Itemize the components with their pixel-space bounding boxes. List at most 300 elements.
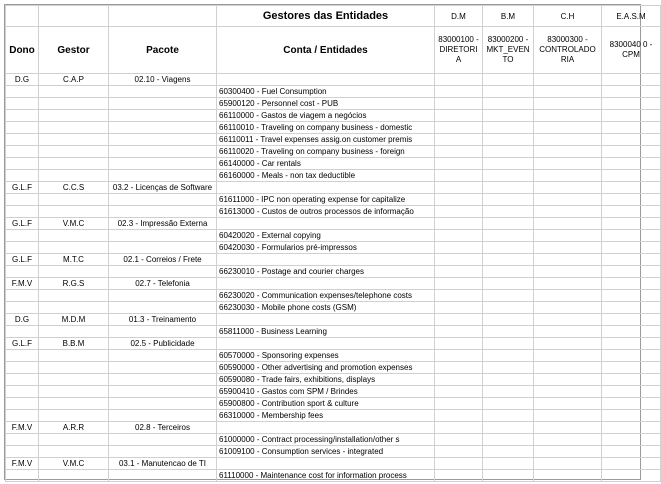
cell-gestor[interactable]: V.M.C — [39, 218, 109, 230]
cell-ch[interactable] — [534, 122, 602, 134]
cell-conta[interactable]: 65900800 - Contribution sport & culture — [217, 398, 435, 410]
cell-easm[interactable] — [602, 362, 661, 374]
cell-dm[interactable] — [435, 122, 483, 134]
cell-bm[interactable] — [483, 254, 534, 266]
cell-easm[interactable] — [602, 170, 661, 182]
cell-conta[interactable] — [217, 458, 435, 470]
cell-dono[interactable] — [6, 170, 39, 182]
cell-gestor[interactable]: M.D.M — [39, 314, 109, 326]
cell-easm[interactable] — [602, 290, 661, 302]
cell-dm[interactable] — [435, 290, 483, 302]
cell-dm[interactable] — [435, 182, 483, 194]
cell-dm[interactable] — [435, 134, 483, 146]
cell-gestor[interactable]: R.G.S — [39, 278, 109, 290]
cell-gestor[interactable] — [39, 194, 109, 206]
cell-gestor[interactable] — [39, 86, 109, 98]
cell-gestor[interactable] — [39, 470, 109, 482]
cell-pacote[interactable] — [109, 122, 217, 134]
cell-gestor[interactable] — [39, 410, 109, 422]
cell-gestor[interactable] — [39, 326, 109, 338]
cell-dono[interactable] — [6, 230, 39, 242]
cell-dm[interactable] — [435, 302, 483, 314]
cell-gestor[interactable] — [39, 110, 109, 122]
cell-conta[interactable] — [217, 278, 435, 290]
cell-pacote[interactable] — [109, 242, 217, 254]
cell-pacote[interactable] — [109, 386, 217, 398]
col-header-dm[interactable]: D.M — [435, 6, 483, 27]
cell-easm[interactable] — [602, 458, 661, 470]
cell-dm[interactable] — [435, 74, 483, 86]
cell-easm[interactable] — [602, 374, 661, 386]
cell-ch[interactable] — [534, 134, 602, 146]
table-row — [6, 302, 661, 314]
cell-easm[interactable] — [602, 398, 661, 410]
col-header-gestor[interactable]: Gestor — [39, 27, 109, 74]
cell-dono[interactable] — [6, 410, 39, 422]
cell-pacote[interactable] — [109, 350, 217, 362]
cell-gestor[interactable] — [39, 446, 109, 458]
cell-bm[interactable] — [483, 302, 534, 314]
cell-bm[interactable] — [483, 158, 534, 170]
cell-easm[interactable] — [602, 242, 661, 254]
cell-gestor[interactable] — [39, 374, 109, 386]
cell-easm[interactable] — [602, 326, 661, 338]
cell-dm[interactable] — [435, 146, 483, 158]
cell-pacote[interactable] — [109, 398, 217, 410]
cell-easm[interactable] — [602, 470, 661, 482]
cell-bm[interactable] — [483, 398, 534, 410]
col-header-ch[interactable]: C.H — [534, 6, 602, 27]
cell-dm[interactable] — [435, 314, 483, 326]
cell-bm[interactable] — [483, 458, 534, 470]
cell-ch[interactable] — [534, 374, 602, 386]
cell-gestor[interactable]: C.C.S — [39, 182, 109, 194]
cell-bm[interactable] — [483, 290, 534, 302]
cell-ch[interactable] — [534, 98, 602, 110]
cell-easm[interactable] — [602, 194, 661, 206]
cell-easm[interactable] — [602, 434, 661, 446]
cell-bm[interactable] — [483, 242, 534, 254]
cell-conta[interactable]: 65900410 - Gastos com SPM / Brindes — [217, 386, 435, 398]
cell-conta[interactable]: 66230010 - Postage and courier charges — [217, 266, 435, 278]
cell-dm[interactable] — [435, 362, 483, 374]
cell-gestor[interactable] — [39, 158, 109, 170]
table-row — [6, 98, 661, 110]
cell-gestor[interactable] — [39, 386, 109, 398]
cell-bm[interactable] — [483, 278, 534, 290]
cell-ch[interactable] — [534, 458, 602, 470]
cell-bm[interactable] — [483, 326, 534, 338]
cell-ch[interactable] — [534, 278, 602, 290]
cell-dono[interactable]: D.G — [6, 314, 39, 326]
cell-gestor[interactable] — [39, 170, 109, 182]
cell-conta[interactable]: 66160000 - Meals - non tax deductible — [217, 170, 435, 182]
cell-easm[interactable] — [602, 266, 661, 278]
cell-dm[interactable] — [435, 218, 483, 230]
cell-easm[interactable] — [602, 386, 661, 398]
cell-ch[interactable] — [534, 290, 602, 302]
col-header-pacote[interactable]: Pacote — [109, 27, 217, 74]
cell-dono[interactable] — [6, 302, 39, 314]
cell-dono[interactable] — [6, 122, 39, 134]
cell-gestor[interactable] — [39, 350, 109, 362]
cell-pacote[interactable] — [109, 302, 217, 314]
col-header-code-controladoria[interactable]: 83000300 - CONTROLADO RIA — [534, 27, 602, 74]
cell-conta[interactable]: 66310000 - Membership fees — [217, 410, 435, 422]
cell-dm[interactable] — [435, 206, 483, 218]
cell-conta[interactable] — [217, 182, 435, 194]
cell-easm[interactable] — [602, 218, 661, 230]
cell-ch[interactable] — [534, 86, 602, 98]
cell-bm[interactable] — [483, 422, 534, 434]
cell-ch[interactable] — [534, 470, 602, 482]
cell-conta[interactable]: 66110000 - Gastos de viagem a negócios — [217, 110, 435, 122]
cell-conta[interactable]: 66110011 - Travel expenses assig.on customer premis — [217, 134, 435, 146]
table-row — [6, 278, 661, 290]
cell-ch[interactable] — [534, 110, 602, 122]
cell-dono[interactable]: G.L.F — [6, 182, 39, 194]
cell-gestor[interactable]: M.T.C — [39, 254, 109, 266]
table-row — [6, 182, 661, 194]
cell-pacote[interactable] — [109, 146, 217, 158]
cell-bm[interactable] — [483, 470, 534, 482]
cell-conta[interactable] — [217, 422, 435, 434]
cell-dono[interactable] — [6, 146, 39, 158]
cell-conta[interactable]: 60570000 - Sponsoring expenses — [217, 350, 435, 362]
cell-gestor[interactable]: A.R.R — [39, 422, 109, 434]
cell-dm[interactable] — [435, 446, 483, 458]
cell-dono[interactable] — [6, 194, 39, 206]
cell-conta[interactable]: 60590000 - Other advertising and promotion expenses — [217, 362, 435, 374]
cell-dm[interactable] — [435, 158, 483, 170]
cell-bm[interactable] — [483, 86, 534, 98]
cell-conta[interactable]: 61110000 - Maintenance cost for information process — [217, 470, 435, 482]
cell-dono[interactable]: G.L.F — [6, 338, 39, 350]
cell-ch[interactable] — [534, 434, 602, 446]
cell-ch[interactable] — [534, 158, 602, 170]
cell-conta[interactable]: 61000000 - Contract processing/installation/other s — [217, 434, 435, 446]
cell-ch[interactable] — [534, 446, 602, 458]
col-header-code-diretoria[interactable]: 83000100 - DIRETORI A — [435, 27, 483, 74]
cell-dm[interactable] — [435, 98, 483, 110]
cell-dm[interactable] — [435, 434, 483, 446]
cell-bm[interactable] — [483, 266, 534, 278]
cell-conta[interactable]: 66110010 - Traveling on company business - domestic — [217, 122, 435, 134]
cell-ch[interactable] — [534, 266, 602, 278]
cell-gestor[interactable]: V.M.C — [39, 458, 109, 470]
cell-easm[interactable] — [602, 422, 661, 434]
cell-ch[interactable] — [534, 254, 602, 266]
cell-easm[interactable] — [602, 314, 661, 326]
cell-ch[interactable] — [534, 218, 602, 230]
cell-dono[interactable] — [6, 134, 39, 146]
cell-dono[interactable] — [6, 242, 39, 254]
cell-bm[interactable] — [483, 98, 534, 110]
cell-conta[interactable]: 60590080 - Trade fairs, exhibitions, displays — [217, 374, 435, 386]
cell-bm[interactable] — [483, 110, 534, 122]
cell-dm[interactable] — [435, 170, 483, 182]
cell-bm[interactable] — [483, 386, 534, 398]
cell-easm[interactable] — [602, 410, 661, 422]
cell-conta[interactable] — [217, 74, 435, 86]
cell-easm[interactable] — [602, 122, 661, 134]
cell-dono[interactable] — [6, 290, 39, 302]
cell-conta[interactable]: 65900120 - Personnel cost - PUB — [217, 98, 435, 110]
cell-dono[interactable] — [6, 86, 39, 98]
col-header-code-mkt-evento[interactable]: 83000200 - MKT_EVEN TO — [483, 27, 534, 74]
cell-dono[interactable] — [6, 110, 39, 122]
table-row — [6, 446, 661, 458]
cell-dm[interactable] — [435, 254, 483, 266]
cell-bm[interactable] — [483, 314, 534, 326]
col-header-easm[interactable]: E.A.S.M — [602, 6, 661, 27]
table-row — [6, 326, 661, 338]
cell-easm[interactable] — [602, 86, 661, 98]
cell-gestor[interactable] — [39, 302, 109, 314]
cell-dm[interactable] — [435, 86, 483, 98]
cell-easm[interactable] — [602, 206, 661, 218]
cell-dm[interactable] — [435, 458, 483, 470]
cell-bm[interactable] — [483, 122, 534, 134]
cell-bm[interactable] — [483, 218, 534, 230]
cell-bm[interactable] — [483, 74, 534, 86]
cell-pacote[interactable] — [109, 266, 217, 278]
cell-dono[interactable] — [6, 446, 39, 458]
cell-bm[interactable] — [483, 182, 534, 194]
cell-bm[interactable] — [483, 446, 534, 458]
cell-conta[interactable] — [217, 254, 435, 266]
cell-pacote[interactable]: 02.8 - Terceiros — [109, 422, 217, 434]
cell-dm[interactable] — [435, 194, 483, 206]
cell-ch[interactable] — [534, 338, 602, 350]
cell-bm[interactable] — [483, 206, 534, 218]
header-cell[interactable] — [6, 6, 39, 27]
col-header-dono[interactable]: Dono — [6, 27, 39, 74]
cell-gestor[interactable] — [39, 146, 109, 158]
cell-dono[interactable]: D.G — [6, 74, 39, 86]
cell-ch[interactable] — [534, 326, 602, 338]
cell-pacote[interactable]: 03.2 - Licenças de Software — [109, 182, 217, 194]
cell-easm[interactable] — [602, 158, 661, 170]
cell-dm[interactable] — [435, 410, 483, 422]
cell-gestor[interactable] — [39, 122, 109, 134]
cell-gestor[interactable] — [39, 290, 109, 302]
cell-conta[interactable]: 65811000 - Business Learning — [217, 326, 435, 338]
cell-pacote[interactable]: 03.1 - Manutencao de TI — [109, 458, 217, 470]
table-row — [6, 194, 661, 206]
cell-easm[interactable] — [602, 134, 661, 146]
cell-dm[interactable] — [435, 278, 483, 290]
cell-bm[interactable] — [483, 434, 534, 446]
cell-dono[interactable]: G.L.F — [6, 254, 39, 266]
cell-easm[interactable] — [602, 110, 661, 122]
cell-easm[interactable] — [602, 446, 661, 458]
cell-dono[interactable] — [6, 158, 39, 170]
cell-dm[interactable] — [435, 398, 483, 410]
cell-dm[interactable] — [435, 422, 483, 434]
cell-pacote[interactable] — [109, 446, 217, 458]
cell-conta[interactable] — [217, 218, 435, 230]
cell-dm[interactable] — [435, 374, 483, 386]
col-header-code-cpm[interactable]: 8300040 0 - CPM — [602, 27, 661, 74]
cell-dm[interactable] — [435, 266, 483, 278]
cell-gestor[interactable] — [39, 134, 109, 146]
cell-ch[interactable] — [534, 386, 602, 398]
cell-dono[interactable] — [6, 206, 39, 218]
cell-dono[interactable] — [6, 374, 39, 386]
cell-dm[interactable] — [435, 470, 483, 482]
cell-ch[interactable] — [534, 398, 602, 410]
cell-dono[interactable]: F.M.V — [6, 278, 39, 290]
cell-conta[interactable]: 66230030 - Mobile phone costs (GSM) — [217, 302, 435, 314]
cell-dono[interactable] — [6, 434, 39, 446]
cell-pacote[interactable] — [109, 434, 217, 446]
cell-gestor[interactable] — [39, 266, 109, 278]
cell-ch[interactable] — [534, 410, 602, 422]
header-cell[interactable] — [39, 6, 109, 27]
cell-dono[interactable]: F.M.V — [6, 422, 39, 434]
cell-ch[interactable] — [534, 350, 602, 362]
cell-pacote[interactable]: 02.10 - Viagens — [109, 74, 217, 86]
cell-easm[interactable] — [602, 146, 661, 158]
cell-pacote[interactable] — [109, 170, 217, 182]
cell-gestor[interactable] — [39, 362, 109, 374]
cell-pacote[interactable] — [109, 158, 217, 170]
cell-ch[interactable] — [534, 242, 602, 254]
cell-easm[interactable] — [602, 230, 661, 242]
cell-easm[interactable] — [602, 350, 661, 362]
cell-easm[interactable] — [602, 74, 661, 86]
table-row — [6, 122, 661, 134]
cell-dono[interactable] — [6, 398, 39, 410]
cell-ch[interactable] — [534, 302, 602, 314]
header-cell[interactable] — [109, 6, 217, 27]
table-title[interactable]: Gestores das Entidades — [217, 6, 435, 27]
cell-gestor[interactable] — [39, 230, 109, 242]
cell-easm[interactable] — [602, 98, 661, 110]
cell-bm[interactable] — [483, 134, 534, 146]
cell-pacote[interactable]: 02.7 - Telefonia — [109, 278, 217, 290]
cell-dm[interactable] — [435, 230, 483, 242]
cell-dm[interactable] — [435, 326, 483, 338]
cell-dono[interactable] — [6, 98, 39, 110]
entity-managers-table — [5, 5, 661, 482]
cell-pacote[interactable]: 02.1 - Correios / Frete — [109, 254, 217, 266]
cell-pacote[interactable] — [109, 134, 217, 146]
cell-easm[interactable] — [602, 254, 661, 266]
cell-dono[interactable] — [6, 326, 39, 338]
cell-pacote[interactable] — [109, 110, 217, 122]
cell-pacote[interactable]: 02.5 - Publicidade — [109, 338, 217, 350]
cell-conta[interactable] — [217, 338, 435, 350]
cell-pacote[interactable] — [109, 98, 217, 110]
cell-ch[interactable] — [534, 206, 602, 218]
cell-conta[interactable] — [217, 314, 435, 326]
cell-dono[interactable] — [6, 350, 39, 362]
cell-conta[interactable]: 66140000 - Car rentals — [217, 158, 435, 170]
col-header-bm[interactable]: B.M — [483, 6, 534, 27]
cell-bm[interactable] — [483, 350, 534, 362]
cell-gestor[interactable] — [39, 206, 109, 218]
table-row — [6, 74, 661, 86]
cell-bm[interactable] — [483, 410, 534, 422]
cell-conta[interactable]: 66110020 - Traveling on company business - foreign — [217, 146, 435, 158]
cell-bm[interactable] — [483, 362, 534, 374]
cell-easm[interactable] — [602, 302, 661, 314]
cell-ch[interactable] — [534, 194, 602, 206]
cell-gestor[interactable] — [39, 434, 109, 446]
cell-gestor[interactable]: C.A.P — [39, 74, 109, 86]
cell-ch[interactable] — [534, 230, 602, 242]
cell-dm[interactable] — [435, 386, 483, 398]
cell-dm[interactable] — [435, 350, 483, 362]
cell-dm[interactable] — [435, 110, 483, 122]
cell-ch[interactable] — [534, 146, 602, 158]
cell-dm[interactable] — [435, 338, 483, 350]
cell-pacote[interactable] — [109, 206, 217, 218]
cell-bm[interactable] — [483, 230, 534, 242]
cell-pacote[interactable] — [109, 86, 217, 98]
cell-conta[interactable]: 61611000 - IPC non operating expense for capitalize — [217, 194, 435, 206]
cell-ch[interactable] — [534, 422, 602, 434]
cell-bm[interactable] — [483, 338, 534, 350]
cell-pacote[interactable] — [109, 290, 217, 302]
cell-pacote[interactable] — [109, 374, 217, 386]
cell-gestor[interactable]: B.B.M — [39, 338, 109, 350]
cell-conta[interactable]: 66230020 - Communication expenses/telephone costs — [217, 290, 435, 302]
cell-pacote[interactable] — [109, 230, 217, 242]
cell-gestor[interactable] — [39, 242, 109, 254]
cell-dono[interactable]: F.M.V — [6, 458, 39, 470]
cell-bm[interactable] — [483, 170, 534, 182]
cell-pacote[interactable] — [109, 194, 217, 206]
cell-pacote[interactable]: 01.3 - Treinamento — [109, 314, 217, 326]
cell-pacote[interactable] — [109, 326, 217, 338]
cell-conta[interactable]: 61613000 - Custos de outros processos de informação — [217, 206, 435, 218]
cell-dono[interactable] — [6, 386, 39, 398]
cell-pacote[interactable] — [109, 410, 217, 422]
cell-bm[interactable] — [483, 146, 534, 158]
cell-pacote[interactable] — [109, 362, 217, 374]
cell-bm[interactable] — [483, 374, 534, 386]
cell-conta[interactable]: 60300400 - Fuel Consumption — [217, 86, 435, 98]
cell-gestor[interactable] — [39, 98, 109, 110]
cell-pacote[interactable] — [109, 470, 217, 482]
cell-easm[interactable] — [602, 338, 661, 350]
cell-gestor[interactable] — [39, 398, 109, 410]
cell-easm[interactable] — [602, 182, 661, 194]
cell-pacote[interactable]: 02.3 - Impressão Externa — [109, 218, 217, 230]
cell-ch[interactable] — [534, 314, 602, 326]
cell-ch[interactable] — [534, 74, 602, 86]
cell-ch[interactable] — [534, 170, 602, 182]
cell-dm[interactable] — [435, 242, 483, 254]
table-row — [6, 242, 661, 254]
cell-ch[interactable] — [534, 362, 602, 374]
cell-easm[interactable] — [602, 278, 661, 290]
cell-dono[interactable]: G.L.F — [6, 218, 39, 230]
cell-bm[interactable] — [483, 194, 534, 206]
cell-dono[interactable] — [6, 470, 39, 482]
table-row — [6, 398, 661, 410]
col-header-conta[interactable]: Conta / Entidades — [217, 27, 435, 74]
cell-conta[interactable]: 60420030 - Formularios pré-impressos — [217, 242, 435, 254]
cell-dono[interactable] — [6, 266, 39, 278]
cell-conta[interactable]: 61009100 - Consumption services - integrated — [217, 446, 435, 458]
cell-conta[interactable]: 60420020 - External copying — [217, 230, 435, 242]
cell-ch[interactable] — [534, 182, 602, 194]
cell-dono[interactable] — [6, 362, 39, 374]
